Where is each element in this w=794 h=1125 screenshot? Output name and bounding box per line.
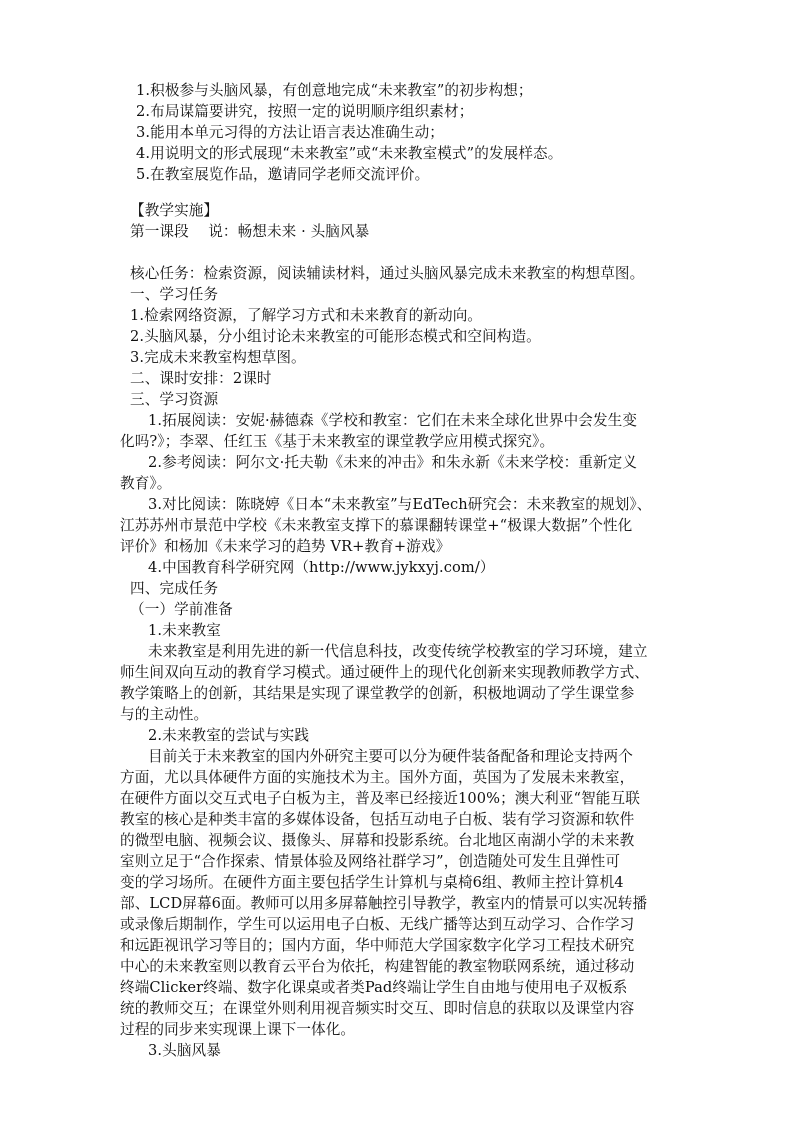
stage-title: 第一课段 说：畅想未来 · 头脑风暴 [130,223,370,240]
complete-sub: （一）学前准备 [130,601,233,618]
objective-3: 3.能用本单元习得的方法让语言表达准确生动； [136,124,445,141]
resource-line: 江苏苏州市景范中学校《未来教室支撑下的慕课翻转课堂+“极课大数据”个性化 [120,517,633,534]
p2-line: 统的教师交互；在课堂外则利用视音频实时交互、即时信息的获取以及课堂内容 [120,1000,635,1017]
p2-line: 或录像后期制作，学生可以运用电子白板、无线广播等达到互动学习、合作学习 [120,916,635,933]
objective-5: 5.在教室展览作品，邀请同学老师交流评价。 [136,166,430,183]
learning-task-3: 3.完成未来教室构想草图。 [130,349,306,366]
p2-line: 方面，尤以具体硬件方面的实施技术为主。国外方面，英国为了发展未来教室， [120,769,635,786]
core-task: 核心任务：检索资源，阅读辅读材料，通过头脑风暴完成未来教室的构想草图。 [130,265,645,282]
resources-heading: 三、学习资源 [130,391,219,408]
objective-2: 2.布局谋篇要讲究，按照一定的说明顺序组织素材； [136,103,474,120]
p2-line: 在硬件方面以交互式电子白板为主，普及率已经接近100%；澳大利亚“智能互联 [120,790,640,807]
resource-line: 3.对比阅读：陈晓婷《日本“未来教室”与EdTech研究会：未来教室的规划》、 [148,496,652,513]
p2-line: 室则立足于“合作探索、情景体验及网络社群学习”，创造随处可发生且弹性可 [120,853,621,870]
complete-heading: 四、完成任务 [130,580,219,597]
hours: 二、课时安排：2课时 [130,370,272,387]
resource-line: 1.拓展阅读：安妮·赫德森《学校和教室：它们在未来全球化世界中会发生变 [148,412,638,429]
p1-line: 未来教室是利用先进的新一代信息科技，改变传统学校教室的学习环境，建立 [148,643,648,660]
resource-line: 2.参考阅读：阿尔文·托夫勒《未来的冲击》和朱永新《未来学校：重新定义 [148,454,638,471]
p1-line: 师生间双向互动的教育学习模式。通过硬件上的现代化创新来实现教师教学方式、 [120,664,649,681]
p1-line: 教学策略上的创新，其结果是实现了课堂教学的创新，积极地调动了学生课堂参 [120,685,635,702]
learning-task-2: 2.头脑风暴，分小组讨论未来教室的可能形态模式和空间构造。 [130,328,541,345]
p2-line: 教室的核心是种类丰富的多媒体设备，包括互动电子白板、装有学习资源和软件 [120,811,635,828]
learning-tasks-heading: 一、学习任务 [130,286,219,303]
p2-line: 的微型电脑、视频会议、摄像头、屏幕和投影系统。台北地区南湖小学的未来教 [120,832,635,849]
p1-title: 1.未来教室 [148,622,221,639]
p2-title: 2.未来教室的尝试与实践 [148,727,310,744]
objective-1: 1.积极参与头脑风暴，有创意地完成“未来教室”的初步构想； [136,82,533,99]
learning-task-1: 1.检索网络资源，了解学习方式和未来教育的新动向。 [130,307,483,324]
p3-title: 3.头脑风暴 [148,1042,221,1059]
p2-line: 变的学习场所。在硬件方面主要包括学生计算机与桌椅6组、教师主控计算机4 [120,874,624,891]
p2-line: 终端Clicker终端、数字化课桌或者类Pad终端让学生自由地与使用电子双板系 [120,979,628,996]
p2-line: 中心的未来教室则以教育云平台为依托，构建智能的教室物联网系统，通过移动 [120,958,635,975]
resource-line: 教育》。 [120,475,172,492]
p2-line: 部、LCD屏幕6面。教师可以用多屏幕触控引导教学，教室内的情景可以实况转播 [120,895,648,912]
resource-line: 化吗?》；李翠、任红玉《基于未来教室的课堂教学应用模式探究》。 [120,433,555,450]
p1-line: 与的主动性。 [120,706,209,723]
p2-line: 和远距视讯学习等目的；国内方面，华中师范大学国家数字化学习工程技术研究 [120,937,635,954]
objective-4: 4.用说明文的形式展现“未来教室”或“未来教室模式”的发展样态。 [136,145,563,162]
p2-line: 过程的同步来实现课上课下一体化。 [120,1021,356,1038]
p2-line: 目前关于未来教室的国内外研究主要可以分为硬件装备配备和理论支持两个 [148,748,633,765]
resource-line: 评价》和杨加《未来学习的趋势 VR+教育+游戏》 [120,538,451,555]
resource-line: 4.中国教育科学研究网（http://www.jykxyj.com/） [148,559,495,576]
section-heading: 【教学实施】 [130,202,219,219]
